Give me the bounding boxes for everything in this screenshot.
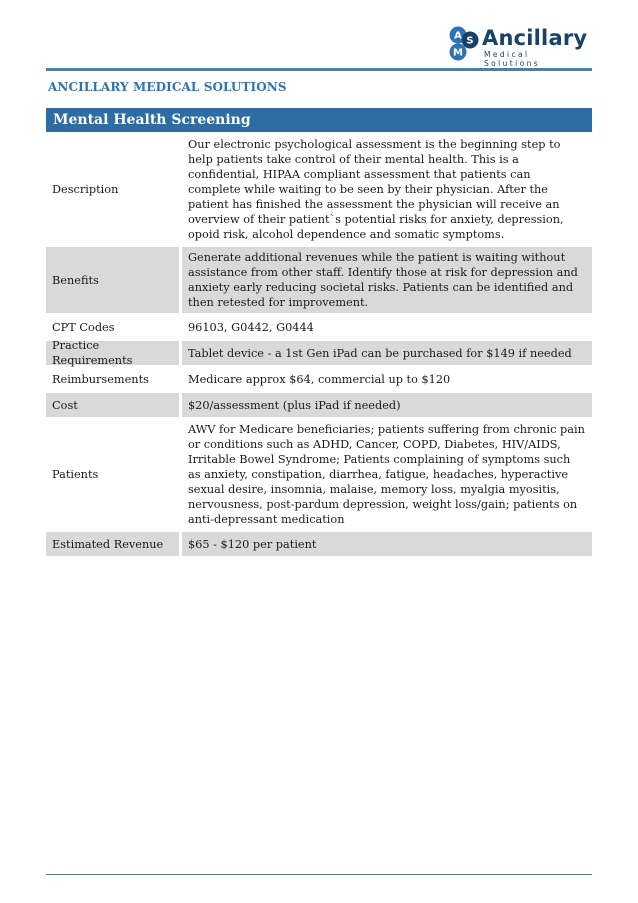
row-label: Practice Requirements (46, 341, 179, 365)
logo-wordmark: Ancillary (482, 26, 588, 50)
logo-letter-s: S (466, 35, 474, 47)
company-logo (446, 25, 588, 68)
row-value: AWV for Medicare beneficiaries; patients suffering from chronic pain or conditions such as ADHD, Cancer, COPD, Diabetes, HIV/AIDS, Irritable Bowel Syndrome; Patients complaining of symptoms such as anxiety, constipation, diarrhea, fatigue, headaches, hyperactive sexual desire, insomnia, malaise, memory loss, myalgia myositis, nervousness, post-pardum depression, weight loss/gain; patients on anti-depressant medication (188, 423, 585, 526)
header-divider (46, 68, 592, 71)
row-value: Tablet device - a 1st Gen iPad can be purchased for $149 if needed (182, 341, 592, 365)
row-label: Description (52, 183, 119, 196)
company-name: ANCILLARY MEDICAL SOLUTIONS (48, 80, 287, 94)
row-value: Generate additional revenues while the patient is waiting without assistance from other staff. Identify those at risk for depression and anxiety early reducing societal risks. Patients can be identified and then retested for improvement. (182, 247, 592, 313)
logo-mark-icon (446, 25, 482, 63)
row-label: Reimbursements (52, 372, 149, 386)
table-row-practice-requirements (46, 341, 592, 365)
table-row-patients (46, 419, 592, 530)
info-table (46, 134, 592, 558)
table-row-benefits (46, 247, 592, 313)
table-row-cpt-codes (46, 315, 592, 339)
row-value: $20/assessment (plus iPad if needed) (182, 393, 592, 417)
logo-letter-a: A (454, 30, 462, 42)
row-label: Estimated Revenue (46, 532, 179, 556)
row-value: Our electronic psychological assessment is the beginning step to help patients take control of their mental health. This is a confidential, HIPAA compliant assessment that patients can complete while waiting to be seen by their physician. After the patient has finished the assessment the physician will receive an overview of their patient`s potential risks for anxiety, depression, opoid risk, alcohol dependence and somatic symptoms. (188, 138, 564, 241)
row-label: Cost (46, 393, 179, 417)
row-value: Medicare approx $64, commercial up to $120 (188, 372, 451, 386)
table-row-description (46, 134, 592, 245)
row-value: 96103, G0442, G0444 (188, 320, 314, 334)
row-label: Patients (52, 468, 99, 481)
footer-divider (46, 874, 592, 875)
logo-tagline: Medical Solutions (484, 50, 541, 68)
row-label: Benefits (46, 247, 179, 313)
row-value: $65 - $120 per patient (182, 532, 592, 556)
table-row-estimated-revenue (46, 532, 592, 556)
logo-letter-m: M (453, 47, 463, 59)
table-row-reimbursements (46, 367, 592, 391)
section-title: Mental Health Screening (46, 108, 592, 132)
row-label: CPT Codes (52, 320, 115, 334)
table-row-cost (46, 393, 592, 417)
